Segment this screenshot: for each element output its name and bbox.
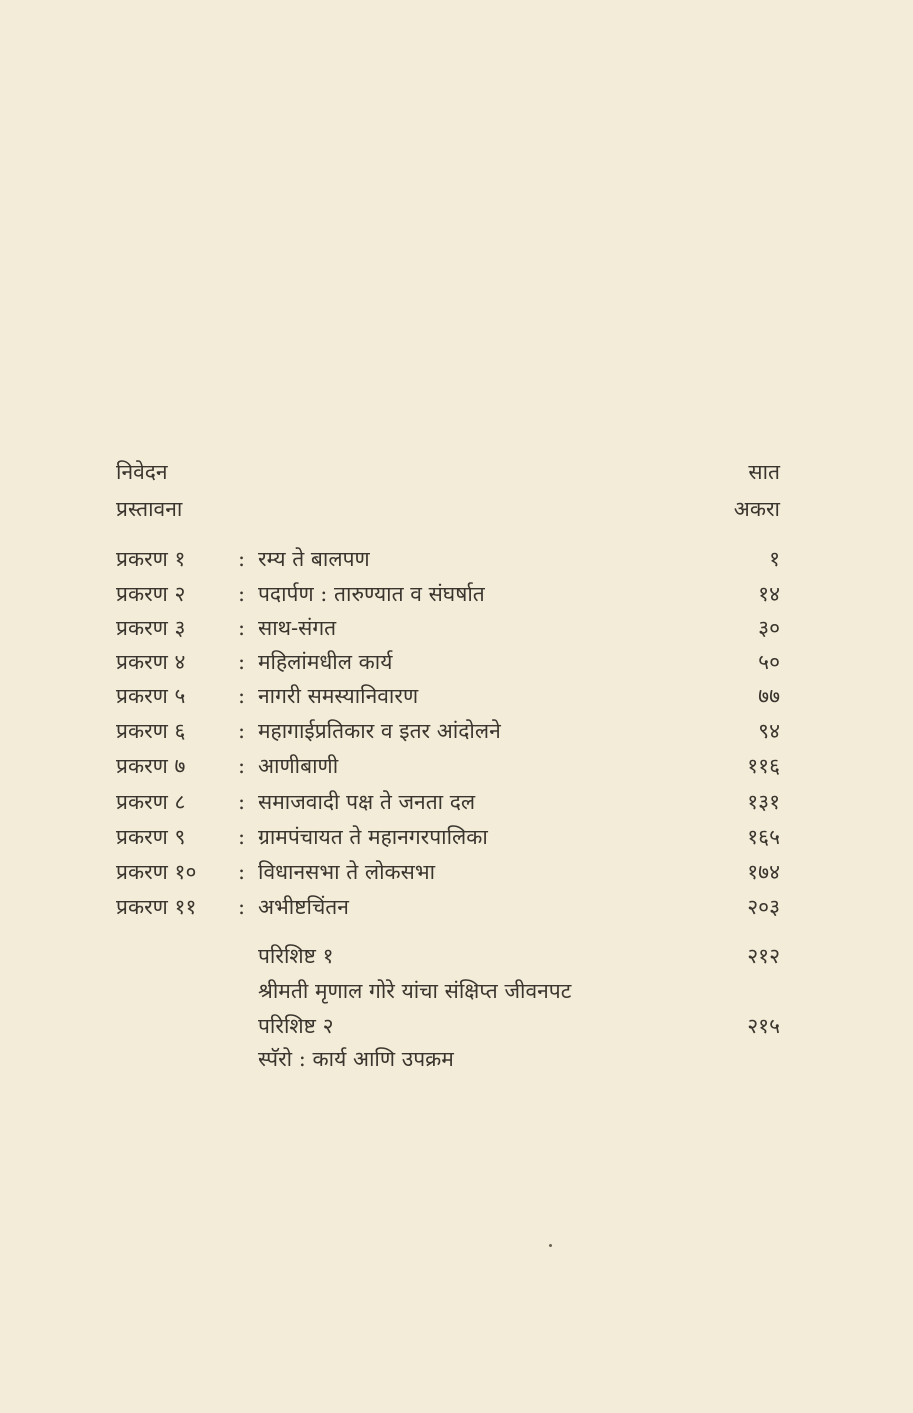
front-matter-label: प्रस्तावना (116, 497, 183, 521)
chapter-row (0, 577, 913, 611)
appendix-label: परिशिष्ट २ (258, 1014, 334, 1038)
chapter-title: नागरी समस्यानिवारण (258, 684, 419, 708)
chapter-title: पदार्पण : तारुण्यात व संघर्षात (258, 582, 485, 606)
chapter-label: प्रकरण ८ (116, 790, 186, 814)
chapter-label: प्रकरण १० (116, 860, 197, 884)
appendix-page: २१२ (747, 944, 780, 968)
chapter-label: प्रकरण २ (116, 582, 186, 606)
chapter-page: १३१ (747, 790, 780, 814)
chapter-page: ९४ (758, 719, 780, 743)
chapter-label: प्रकरण ३ (116, 616, 186, 640)
chapter-page: ७७ (758, 684, 780, 708)
chapter-row (0, 542, 913, 576)
chapter-colon: : (238, 547, 246, 571)
chapter-page: १६५ (747, 825, 780, 849)
front-matter-row (0, 455, 913, 489)
chapter-row (0, 645, 913, 679)
chapter-colon: : (238, 684, 246, 708)
chapter-title: रम्य ते बालपण (258, 547, 370, 571)
chapter-colon: : (238, 790, 246, 814)
appendix-description: स्पॅरो : कार्य आणि उपक्रम (258, 1047, 454, 1071)
chapter-title: समाजवादी पक्ष ते जनता दल (258, 790, 476, 814)
chapter-title: महिलांमधील कार्य (258, 650, 393, 674)
chapter-page: २०३ (747, 895, 780, 919)
chapter-page: १४ (758, 582, 780, 606)
chapter-page: १ (769, 547, 780, 571)
chapter-row (0, 611, 913, 645)
chapter-row (0, 679, 913, 713)
appendix-description: श्रीमती मृणाल गोरे यांचा संक्षिप्त जीवनपट (258, 979, 572, 1003)
chapter-label: प्रकरण १ (116, 547, 186, 571)
chapter-title: महागाईप्रतिकार व इतर आंदोलने (258, 719, 501, 743)
chapter-title: अभीष्टचिंतन (258, 895, 349, 919)
chapter-colon: : (238, 616, 246, 640)
chapter-title: विधानसभा ते लोकसभा (258, 860, 436, 884)
chapter-colon: : (238, 650, 246, 674)
appendix-page: २१५ (747, 1014, 780, 1038)
appendix-description-row (0, 974, 913, 1008)
chapter-title: ग्रामपंचायत ते महानगरपालिका (258, 825, 488, 849)
appendix-row (0, 1009, 913, 1043)
chapter-row (0, 820, 913, 854)
chapter-row (0, 785, 913, 819)
chapter-colon: : (238, 895, 246, 919)
chapter-colon: : (238, 582, 246, 606)
chapter-colon: : (238, 825, 246, 849)
chapter-page: १७४ (747, 860, 780, 884)
chapter-label: प्रकरण ६ (116, 719, 186, 743)
chapter-title: आणीबाणी (258, 754, 339, 778)
chapter-row (0, 749, 913, 783)
appendix-row (0, 939, 913, 973)
chapter-row (0, 714, 913, 748)
front-matter-row (0, 492, 913, 526)
front-matter-page: सात (748, 460, 780, 484)
chapter-label: प्रकरण ११ (116, 895, 197, 919)
chapter-label: प्रकरण ९ (116, 825, 186, 849)
chapter-colon: : (238, 754, 246, 778)
front-matter-label: निवेदन (116, 460, 168, 484)
chapter-page: ११६ (747, 754, 780, 778)
front-matter-page: अकरा (733, 497, 780, 521)
chapter-page: ३० (758, 616, 780, 640)
paper-speck (549, 1244, 552, 1247)
chapter-row (0, 890, 913, 924)
chapter-colon: : (238, 860, 246, 884)
chapter-page: ५० (758, 650, 780, 674)
chapter-label: प्रकरण ७ (116, 754, 186, 778)
chapter-label: प्रकरण ५ (116, 684, 186, 708)
chapter-colon: : (238, 719, 246, 743)
chapter-row (0, 855, 913, 889)
appendix-label: परिशिष्ट १ (258, 944, 334, 968)
chapter-label: प्रकरण ४ (116, 650, 186, 674)
appendix-description-row (0, 1042, 913, 1076)
chapter-title: साथ-संगत (258, 616, 337, 640)
